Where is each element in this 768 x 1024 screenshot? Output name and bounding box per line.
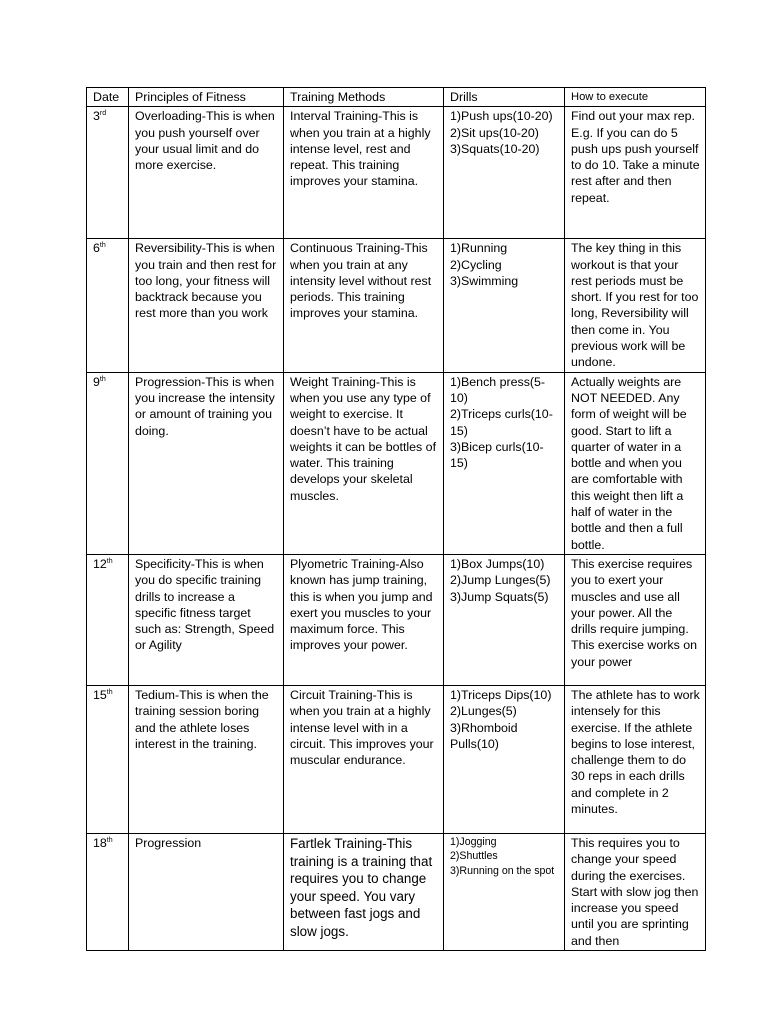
- date-number: 3: [93, 109, 100, 124]
- how-to-execute-cell: The athlete has to work intensely for this exercise. If the athlete begins to lose interest, challenge them to do 30 reps in each drills and complete in 2 minutes.: [565, 685, 706, 833]
- drill-item: 2)Triceps curls(10-15): [450, 407, 553, 438]
- principle-cell: Progression: [129, 833, 284, 950]
- drill-item: 2)Lunges(5): [450, 704, 517, 719]
- how-to-execute-cell: Find out your max rep. E.g. If you can do 5 push ups push yourself to do 10. Take a minute rest after and then repeat.: [565, 107, 706, 239]
- principle-cell: Progression-This is when you increase the intensity or amount of training you doing.: [129, 372, 284, 554]
- table-row: [87, 107, 706, 239]
- date-suffix: th: [106, 688, 113, 696]
- drill-item: 3)Jump Squats(5): [450, 589, 549, 604]
- how-to-execute-cell: Actually weights are NOT NEEDED. Any form of weight will be good. Start to lift a quarter of water in a bottle and when you are comfortable with this weight then lift a half of water in the bottle and then a full bottle.: [565, 372, 706, 554]
- date-suffix: th: [106, 836, 113, 844]
- date-number: 12: [93, 556, 107, 571]
- drill-item: 2)Sit ups(10-20): [450, 125, 539, 140]
- method-cell: Weight Training-This is when you use any type of weight to exercise. It doesn’t have to be actual weights it can be bottles of water. This training develops your skeletal muscles.: [284, 372, 444, 554]
- date-cell: [87, 554, 129, 685]
- date-suffix: th: [99, 375, 106, 383]
- date-cell: [87, 239, 129, 372]
- drill-item: 2)Jump Lunges(5): [450, 573, 551, 588]
- drill-item: 2)Shuttles: [450, 850, 498, 863]
- how-to-execute-cell: This requires you to change your speed during the exercises. Start with slow jog then increase you speed until you are sprinting and then: [565, 833, 706, 950]
- drill-item: 3)Bicep curls(10-15): [450, 439, 544, 471]
- table-row: [87, 239, 706, 372]
- fitness-plan-table: [86, 87, 706, 951]
- drill-item: 3)Squats(10-20): [450, 141, 540, 156]
- table-row: [87, 372, 706, 554]
- drills-cell: [444, 372, 565, 554]
- drills-cell: [444, 107, 565, 239]
- drills-cell: [444, 833, 565, 950]
- header-date: Date: [87, 88, 129, 107]
- date-suffix: rd: [99, 110, 107, 118]
- method-cell: Continuous Training-This when you train at any intensity level without rest periods. This training improves your stamina.: [284, 239, 444, 372]
- drills-cell: [444, 554, 565, 685]
- drill-item: 2)Cycling: [450, 257, 502, 272]
- principle-cell: Specificity-This is when you do specific training drills to increase a specific fitness target such as: Strength, Speed or Agility: [129, 554, 284, 685]
- drill-item: 1)Bench press(5-10): [450, 374, 546, 405]
- date-number: 15: [93, 687, 107, 702]
- drill-item: 1)Jogging: [450, 835, 497, 848]
- method-cell: Plyometric Training-Also known has jump training, this is when you jump and exert you muscles to your maximum force. This improves your power.: [284, 554, 444, 685]
- drills-cell: [444, 239, 565, 372]
- date-number: 18: [93, 835, 107, 850]
- date-cell: [87, 372, 129, 554]
- principle-cell: Tedium-This is when the training session boring and the athlete loses interest in the training.: [129, 685, 284, 833]
- how-to-execute-cell: This exercise requires you to exert your muscles and use all your power. All the drills require jumping. This exercise works on your power: [565, 554, 706, 685]
- table-row: [87, 685, 706, 833]
- method-cell: Interval Training-This is when you train at a highly intense level, rest and repeat. This training improves your stamina.: [284, 107, 444, 239]
- drill-item: 1)Triceps Dips(10): [450, 687, 552, 702]
- header-drills: Drills: [444, 88, 565, 107]
- table-row: [87, 833, 706, 950]
- date-number: 6: [93, 241, 100, 256]
- method-cell: Circuit Training-This is when you train at a highly intense level with in a circuit. This improves your muscular endurance.: [284, 685, 444, 833]
- drill-item: 3)Swimming: [450, 273, 519, 288]
- date-cell: [87, 685, 129, 833]
- date-suffix: th: [106, 557, 113, 565]
- drill-item: 3)Running on the spot: [450, 864, 555, 877]
- header-how-to-execute: How to execute: [565, 88, 706, 107]
- date-cell: [87, 107, 129, 239]
- drills-cell: [444, 685, 565, 833]
- drill-item: 1)Running: [450, 241, 508, 256]
- date-suffix: th: [99, 242, 106, 250]
- header-row: [87, 88, 706, 107]
- principle-cell: Overloading-This is when you push yourself over your usual limit and do more exercise.: [129, 107, 284, 239]
- drill-item: 1)Box Jumps(10): [450, 556, 545, 571]
- drill-item: 1)Push ups(10-20): [450, 109, 553, 124]
- how-to-execute-cell: The key thing in this workout is that your rest periods must be short. If you rest for too long, Reversibility will then come in. You previous work will be undone.: [565, 239, 706, 372]
- date-cell: [87, 833, 129, 950]
- header-principles: Principles of Fitness: [129, 88, 284, 107]
- method-cell: Fartlek Training-This training is a training that requires you to change your speed. You vary between fast jogs and slow jogs.: [284, 833, 444, 950]
- drill-item: 3)Rhomboid Pulls(10): [450, 720, 518, 751]
- date-number: 9: [93, 374, 100, 389]
- table-row: [87, 554, 706, 685]
- header-methods: Training Methods: [284, 88, 444, 107]
- principle-cell: Reversibility-This is when you train and then rest for too long, your fitness will backtrack because you rest more than you work: [129, 239, 284, 372]
